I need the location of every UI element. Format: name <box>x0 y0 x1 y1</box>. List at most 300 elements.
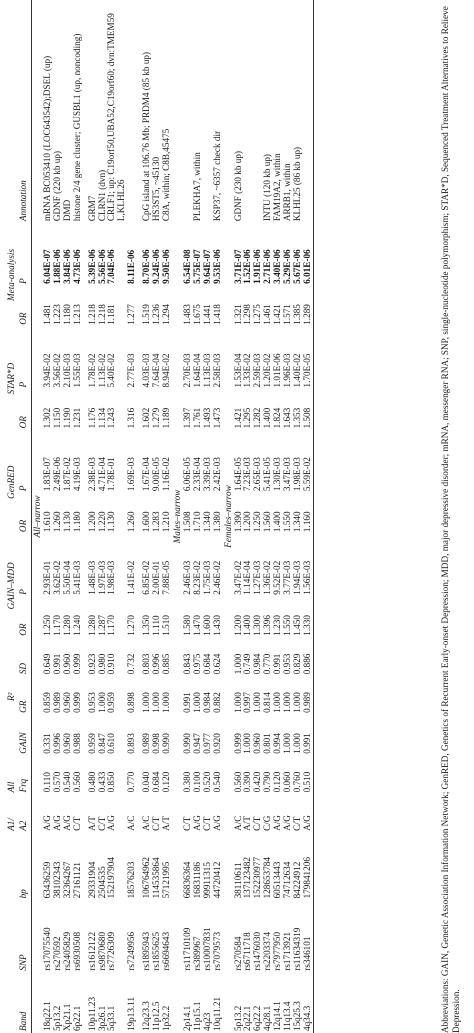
table-cell: 0.060 <box>282 771 293 793</box>
table-cell: rs1476030 <box>252 931 263 971</box>
table-cell: rs11634319 <box>291 927 302 971</box>
table-cell: 9.50E-06 <box>160 249 171 284</box>
column-header: P <box>18 278 29 284</box>
table-cell: 1.550 <box>282 615 293 636</box>
table-cell: 1.98E-03 <box>106 560 117 595</box>
table-cell: 0.999 <box>71 692 82 713</box>
table-cell: 2.93E-01 <box>42 560 52 595</box>
table-cell: 2.71E-06 <box>262 249 273 284</box>
table-cell: 114535864 <box>151 857 162 899</box>
table-cell: 8.94E-02 <box>160 353 171 388</box>
table-cell: 5.41E-05 <box>262 457 273 492</box>
table-cell: 1.289 <box>301 304 312 325</box>
table-cell: 1.67E-04 <box>141 457 152 492</box>
table-cell: 1.470 <box>191 615 202 636</box>
table-cell: 1.441 <box>201 304 212 325</box>
table-cell: 1.181 <box>106 304 117 325</box>
table-cell: 0.991 <box>301 733 312 754</box>
table-cell: KLHL25 (86 kb up) <box>291 146 302 222</box>
table-cell: 0.997 <box>242 692 253 713</box>
table-cell: 1.277 <box>126 304 137 325</box>
table-cell: 27161121 <box>71 862 82 899</box>
table-cell: rs6711718 <box>242 932 253 971</box>
table-cell: 1.550 <box>282 511 293 533</box>
table-cell: 1.20E-02 <box>262 353 273 388</box>
table-row <box>303 0 313 1033</box>
table-cell: 0.120 <box>272 771 283 793</box>
table-cell: 1.243 <box>106 407 117 429</box>
table-cell: rs1612122 <box>86 931 97 971</box>
table-cell: 0.610 <box>106 733 117 754</box>
table-cell: 12q23.3 <box>141 1001 152 1031</box>
table-cell: rs1895943 <box>141 931 152 971</box>
table-cell: 1.180 <box>61 304 72 325</box>
group-header-meta: Meta-analysis <box>6 248 17 301</box>
table-cell: 1.176 <box>86 407 97 429</box>
table-cell: 84224912 <box>291 861 302 899</box>
table-cell: 1.53E-04 <box>232 353 243 388</box>
table-cell: 2.10E-03 <box>61 353 72 388</box>
table-cell: rs1713921 <box>282 931 293 971</box>
table-cell: 1.210 <box>160 511 171 533</box>
table-cell: 18576203 <box>126 861 137 899</box>
table-cell: 1.236 <box>151 304 162 325</box>
table-cell: 3p26.1 <box>96 1005 107 1031</box>
table-cell: 0.570 <box>51 771 62 793</box>
table-cell: 1.421 <box>232 407 243 429</box>
table-cell: 1.27E-03 <box>252 560 263 595</box>
table-cell: 1.287 <box>96 615 107 636</box>
table-cell: A/G <box>272 815 283 831</box>
table-cell: rs7726309 <box>106 931 117 971</box>
table-cell: 1.110 <box>151 615 162 636</box>
table-cell <box>243 0 253 223</box>
table-cell: 1.78E-02 <box>86 353 97 388</box>
table-cell: 1.000 <box>232 653 243 675</box>
table-cell: 3.71E-07 <box>232 249 243 284</box>
table-cell: 3.56E-02 <box>51 353 62 388</box>
table-cell: 2.58E-03 <box>211 353 222 388</box>
table-cell: Xp21.1 <box>61 1003 72 1031</box>
table-row <box>162 0 172 1033</box>
table-cell: 1.280 <box>61 615 72 636</box>
group-header-all: All <box>6 781 17 793</box>
table-cell: 1.294 <box>160 304 171 325</box>
table-cell: A/G <box>106 815 117 831</box>
table-cell: 2.59E-03 <box>252 353 263 388</box>
table-cell: A/T <box>86 816 97 831</box>
column-header: OR <box>18 519 29 533</box>
table-cell: 0.990 <box>181 733 192 754</box>
table-cell: 0.829 <box>291 653 302 675</box>
table-cell: 0.991 <box>51 653 62 675</box>
table-cell: 1.300 <box>252 615 263 636</box>
table-cell: 1.64E-04 <box>191 353 202 388</box>
table-cell: 5.56E-06 <box>96 249 107 284</box>
table-cell: 7.23E-03 <box>242 457 253 492</box>
table-cell: 0.893 <box>126 733 137 754</box>
table-cell: 0.510 <box>301 771 312 793</box>
table-cell: 0.920 <box>211 733 222 754</box>
table-cell: 6.01E-06 <box>301 249 312 284</box>
table-cell: 0.999 <box>232 733 243 754</box>
table-cell: 0.898 <box>126 692 137 713</box>
table-cell: A/T <box>160 816 171 831</box>
table-cell: 1.421 <box>272 304 283 325</box>
table-cell: 5.75E-07 <box>191 249 202 284</box>
table-cell: 1.94E-03 <box>291 560 302 595</box>
table-cell: 11p12.5 <box>151 1001 162 1031</box>
table-cell: mRNA BC053410 (LOC643542);DSEL (up) <box>42 55 52 222</box>
table-cell: 4.73E-06 <box>71 249 82 284</box>
table-row <box>127 0 137 1033</box>
table-cell: 1.13E-03 <box>201 353 212 388</box>
table-cell: C/T <box>151 816 162 831</box>
table-cell: 1.190 <box>61 407 72 429</box>
table-cell: 1.130 <box>106 511 117 533</box>
table-cell: 9.24E-06 <box>151 249 162 284</box>
table-cell: 9.64E-07 <box>201 249 212 284</box>
table-cell: 1.000 <box>96 692 107 713</box>
table-cell: 0.977 <box>201 733 212 754</box>
table-cell: 5.41E-03 <box>71 560 82 595</box>
table-cell: 1.64E-05 <box>232 457 243 492</box>
table-cell: 1.200 <box>86 511 97 533</box>
table-cell: GRM7 <box>86 195 97 222</box>
table-cell: 5p13.2 <box>232 1005 243 1031</box>
table-cell: 1.56E-03 <box>301 560 312 595</box>
table-cell: 1.280 <box>86 615 97 636</box>
table-cell: 1.000 <box>291 733 302 754</box>
table-cell: 1.250 <box>252 511 263 533</box>
table-cell: 0.847 <box>96 733 107 754</box>
table-cell: 1.397 <box>181 407 192 429</box>
table-cell: 0.390 <box>242 771 253 793</box>
column-header: SD <box>18 663 29 675</box>
table-cell: 0.803 <box>141 653 152 675</box>
section-label: Males–narrow <box>171 489 182 544</box>
table-cell: rs389967 <box>191 936 202 971</box>
table-cell: 1.710 <box>191 511 202 533</box>
table-cell: A/T <box>242 816 253 831</box>
column-header: P <box>18 485 29 492</box>
table-cell: 1.170 <box>106 615 117 636</box>
table-cell: 0.960 <box>61 692 72 713</box>
table-cell: 1.400 <box>272 511 283 533</box>
table-cell: 11p15.1 <box>191 1001 202 1031</box>
table-cell: 0.843 <box>181 653 192 675</box>
table-cell: 3.47E-02 <box>232 560 243 595</box>
table-cell: rs2203374 <box>262 931 273 971</box>
table-cell: 1.481 <box>42 304 52 325</box>
table-cell: A/G <box>211 815 222 831</box>
table-cell: 0.996 <box>151 653 162 675</box>
table-cell: 5q33.1 <box>106 1005 117 1031</box>
table-cell: rs7079573 <box>211 931 222 971</box>
table-cell: 0.960 <box>61 653 72 675</box>
table-cell: 1.200 <box>232 615 243 636</box>
table-cell: 0.923 <box>86 653 97 675</box>
table-cell: 1.41E-02 <box>126 560 137 595</box>
table-cell: 1.483 <box>181 304 192 325</box>
table-row <box>73 0 83 1033</box>
group-header-r2: R² <box>6 692 17 701</box>
table-cell: 1.240 <box>71 615 82 636</box>
table-cell: 0.989 <box>141 733 152 754</box>
table-cell: A/C <box>141 815 152 831</box>
table-cell: 1.150 <box>51 407 62 429</box>
table-cell: 1.000 <box>151 692 162 713</box>
table-cell: 6.54E-08 <box>181 249 192 284</box>
table-cell: 63436259 <box>42 861 52 899</box>
table-cell: 4q34.3 <box>301 1005 312 1031</box>
table-body <box>32 0 314 1033</box>
table-cell: C/T <box>181 816 192 831</box>
table-cell: 2.38E-03 <box>86 457 97 492</box>
table-cell: 32364267 <box>61 861 72 899</box>
table-cell: 0.760 <box>291 771 302 793</box>
table-cell: 1.000 <box>160 692 171 713</box>
table-cell: 1.69E-03 <box>126 457 137 492</box>
table-cell: 0.560 <box>71 771 82 793</box>
table-cell: 1.580 <box>181 615 192 636</box>
table-cell: 7.64E-04 <box>151 353 162 388</box>
table-cell: CLRN1 (dvn) <box>96 169 107 222</box>
table-cell: 6p22.1 <box>71 1005 82 1031</box>
table-cell: 1.353 <box>291 407 302 429</box>
table-cell: 1.295 <box>242 407 253 429</box>
table-cell: A/G <box>301 815 312 831</box>
table-cell: 1.000 <box>282 692 293 713</box>
table-cell: A/C <box>232 815 243 831</box>
table-cell: A/G <box>42 815 52 831</box>
table-cell: 4.03E-03 <box>141 353 152 388</box>
table-cell: 0.953 <box>86 692 97 713</box>
table-cell: 1.220 <box>96 511 107 533</box>
table-cell: 6.06E-05 <box>181 457 192 492</box>
table-cell: 1.340 <box>291 511 302 533</box>
table-cell: 3.40E-06 <box>272 249 283 284</box>
table-cell: 1.385 <box>291 304 302 325</box>
table-cell: 0.749 <box>242 653 253 675</box>
table-cell: 1.508 <box>181 511 192 533</box>
table-cell: INTU (120 kb up) <box>262 154 273 222</box>
table-cell: 1.223 <box>51 304 62 325</box>
table-cell: 5.29E-06 <box>282 249 293 284</box>
table-cell: rs17075540 <box>42 927 52 971</box>
table-cell: C/T <box>71 816 82 831</box>
table-cell <box>303 0 313 223</box>
table-cell: 0.991 <box>181 692 192 713</box>
table-cell: 1.302 <box>42 407 52 429</box>
table-cell: 1.160 <box>301 511 312 533</box>
table-cell: 1.88E-06 <box>51 249 62 284</box>
table-cell: 106764962 <box>141 857 152 899</box>
table-cell: 2.46E-02 <box>211 560 222 595</box>
table-cell: 0.998 <box>151 733 162 754</box>
table-cell: 1.01E-06 <box>272 353 283 388</box>
table-cell: 1.36E-02 <box>262 560 273 595</box>
table-cell: FAM19A2, within <box>272 153 283 222</box>
column-header: OR <box>18 623 29 636</box>
table-cell: 6.04E-07 <box>42 249 52 284</box>
table-cell: 1.75E-03 <box>201 560 212 595</box>
table-header <box>0 0 32 1033</box>
column-header: Band <box>18 1011 29 1031</box>
table-cell: 0.540 <box>211 771 222 793</box>
table-cell: rs1855625 <box>151 931 162 971</box>
table-cell: 1.218 <box>86 304 97 325</box>
table-cell: 1.493 <box>201 407 212 429</box>
table-cell: 60513443 <box>272 861 283 899</box>
table-cell: 0.859 <box>42 692 52 713</box>
table-cell: A/G <box>61 815 72 831</box>
table-cell: 1.000 <box>291 692 302 713</box>
table-cell: 1.260 <box>51 511 62 533</box>
table-cell: 0.850 <box>106 771 117 793</box>
table-cell: 1.400 <box>262 407 273 429</box>
table-cell: 0.984 <box>201 692 212 713</box>
table-cell: C/G <box>262 815 273 831</box>
table-cell: 3.94E-02 <box>42 353 52 388</box>
table-cell: 11q13.4 <box>282 1001 293 1031</box>
table-cell: 4.71E-04 <box>96 457 107 492</box>
table-cell: 1.98E-03 <box>291 457 302 492</box>
table-cell: 0.649 <box>42 653 52 675</box>
table-cell: 0.770 <box>126 771 137 793</box>
section-label: Females–narrow <box>222 485 233 548</box>
table-cell: rs270592 <box>51 936 62 971</box>
table-cell: 38102343 <box>51 861 62 899</box>
table-cell: 9.53E-06 <box>211 249 222 284</box>
table-cell: 1.000 <box>242 733 253 754</box>
table-cell: rs270584 <box>232 936 243 971</box>
table-cell: 0.989 <box>51 692 62 713</box>
table-cell: C/T <box>96 816 107 831</box>
table-cell: 0.980 <box>96 653 107 675</box>
table-cell: 2p14.1 <box>181 1005 192 1031</box>
table-cell: 0.994 <box>272 733 283 754</box>
table-footnote: Abbreviations: GAIN, Genetic Association Information Network; GenRED, Genetics of Recurrent Early-onset Depression; MDD, major depressive disorder; mRNA, messenger RNA; SNP, single-nucleotide polymorphism; STAR*D, Sequenced Treatment Alternatives to Relieve Depression. <box>440 6 461 1033</box>
table-cell: 0.960 <box>61 733 72 754</box>
table-cell: 8.23E-02 <box>191 560 202 595</box>
table-cell: 1.282 <box>252 407 263 429</box>
table-cell: 0.801 <box>262 733 273 754</box>
table-cell: C/T <box>201 816 212 831</box>
table-cell: 0.990 <box>160 733 171 754</box>
table-cell: 1.390 <box>232 511 243 533</box>
table-cell: 152197904 <box>106 857 117 899</box>
table-cell: 1.824 <box>272 407 283 429</box>
table-cell: 1.83E-07 <box>42 457 52 492</box>
column-header: bp <box>18 889 29 899</box>
table-cell: 0.996 <box>51 733 62 754</box>
column-header: GAIN <box>18 732 29 754</box>
table-cell: 1.675 <box>191 304 202 325</box>
table-cell: 2.33E-04 <box>191 457 202 492</box>
table-cell: 5.39E-06 <box>86 249 97 284</box>
table-cell: 1.16E-02 <box>160 457 171 492</box>
table-cell: 19p13.11 <box>126 996 137 1031</box>
table-cell: 0.100 <box>191 771 202 793</box>
table-cell: A/G <box>282 815 293 831</box>
table-cell: 1.340 <box>201 511 212 533</box>
table-cell: 1.270 <box>126 615 137 636</box>
table-cell: 1.418 <box>211 304 222 325</box>
column-header: Frq <box>18 778 29 793</box>
table-cell: 2.77E-03 <box>126 353 137 388</box>
table-cell: A/G <box>191 815 202 831</box>
table-cell: A/G <box>51 815 62 831</box>
table-cell: 1.519 <box>141 304 152 325</box>
table-cell: 0.560 <box>232 771 243 793</box>
table-cell: 1.218 <box>96 304 107 325</box>
table-cell: 57121995 <box>160 861 171 899</box>
table-cell: GDNF (220 kb up) <box>51 150 62 222</box>
table-cell: 1.55E-03 <box>71 353 82 388</box>
table-cell: 0.040 <box>141 771 152 793</box>
table-cell: 1.97E-03 <box>96 560 107 595</box>
column-header: P <box>18 381 29 388</box>
table-cell: 1.30E-03 <box>272 457 283 492</box>
table-cell: 1.610 <box>42 511 52 533</box>
column-header: OR <box>18 312 29 325</box>
table-cell: 0.540 <box>61 771 72 793</box>
table-cell: 1.33E-02 <box>242 353 253 388</box>
table-cell: 0.960 <box>252 733 263 754</box>
table-cell: 1.571 <box>282 304 293 325</box>
table-cell: rs2405829 <box>61 931 72 971</box>
table-cell: 4q28.1 <box>262 1005 273 1031</box>
table-cell: 2.65E-03 <box>252 457 263 492</box>
table-cell: 0.910 <box>106 653 117 675</box>
table-cell: DMD <box>61 199 72 222</box>
table-cell: 1.180 <box>71 511 82 533</box>
table-cell: 10q11.21 <box>211 996 222 1031</box>
table-cell: 0.684 <box>201 653 212 675</box>
table-cell: 0.885 <box>160 653 171 675</box>
table-cell: 1.321 <box>232 304 243 325</box>
table-cell: 5.40E-02 <box>106 353 117 388</box>
table-cell: GDNF (230 kb up) <box>232 150 243 222</box>
table-cell: 0.684 <box>151 771 162 793</box>
table-cell: 0.984 <box>252 653 263 675</box>
table-cell: 6.85E-02 <box>141 560 152 595</box>
table-cell: C8A, within; C8B,45475 <box>160 128 171 222</box>
table-cell: PLEKHA7, within <box>191 152 202 222</box>
table-cell: 1.250 <box>42 615 52 636</box>
table-cell: 0.975 <box>191 653 202 675</box>
table-cell: 0.959 <box>86 733 97 754</box>
table-cell: 1.189 <box>160 407 171 429</box>
table-cell: 0.480 <box>86 771 97 793</box>
group-header-gain-mdd: GAIN–MDD <box>6 562 17 610</box>
table-cell: 2.00E-01 <box>151 560 162 595</box>
table-cell: 0.989 <box>301 692 312 713</box>
table-cell: 1.96E-03 <box>282 353 293 388</box>
table-cell: 9.52E-02 <box>272 560 283 595</box>
table-cell: C/T <box>252 816 263 831</box>
table-cell: 0.331 <box>42 733 52 754</box>
table-cell: 1.430 <box>211 615 222 636</box>
table-cell: 2.42E-03 <box>211 457 222 492</box>
table-cell: rs6930508 <box>71 931 82 971</box>
table-cell: 44720412 <box>211 861 222 899</box>
table-cell: 1.450 <box>291 615 302 636</box>
table-cell: 1.200 <box>242 511 253 533</box>
table-cell: 1.380 <box>211 511 222 533</box>
table-cell: 1.000 <box>141 692 152 713</box>
